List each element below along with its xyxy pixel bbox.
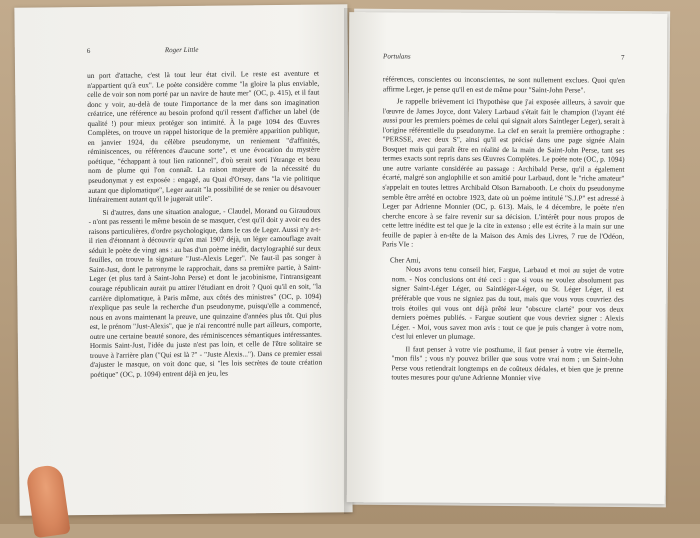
letter-paragraph-2: Il faut penser à votre vie posthume, il faut penser à votre vie éternelle, "mon fils" ; vous n'y pouvez briller que sous votre vrai nom ; un Saint-John Perse vous retiendrait longtemps en de coûteux dédales, et bien que je prenne toutes mesures pour qu'une Adrienne Monnier vive <box>391 344 624 383</box>
page-number-left: 6 <box>86 46 91 56</box>
letter-paragraph-1: Nous avons tenu conseil hier, Fargue, Larbaud et moi au sujet de votre nom. - Nos conclusions ont été ceci : que si vous ne voulez absolument pas signer Saint-Léger Léger, ou Saintléger-Léger, ou St. Léger Léger, il est préférable que vous ne signiez pas du tout, mais que vous vous couvriez des trois étoiles qui vous ont déjà prêté leur "obscure clarté" pour vos deux derniers poèmes publiés. - Fargue soutient que vous devriez signer : Alexis Léger. - Moi, vous savez mon avis : tout ce que je puis changer à votre nom, c'est lui enlever un plumage. <box>391 264 624 342</box>
right-paragraph-1: références, conscientes ou inconscientes, ne sont nullement exclues. Quoi qu'en affirme Leger, je pense qu'il en est de même pour "Saint-John Perse". <box>382 74 625 94</box>
letter-salutation: Cher Ami, <box>389 255 421 265</box>
running-head-author: Roger Little <box>164 45 199 55</box>
right-page <box>347 12 668 504</box>
quoted-letter <box>381 265 624 384</box>
right-paragraph-2: Je rappelle brièvement ici l'hypothèse que j'ai exposée ailleurs, à savoir que l'œuvre de James Joyce, dont Valery Larbaud s'était fait le champion (l'ayant été aussi pour les premiers poèmes de celui qui signait alors Saintleger Leger), serait à l'origine référentielle du pseudonyme. La clef en serait la première orthographe : "PERSSE, avec deux S", ainsi qu'il est précisé dans une page signée Alain Bosquet mais qui paraît être en réalité de la main de Saint-John Perse, tant ses termes exacts sont repris dans ses Œuvres Complètes. Le poète note (OC, p. 1094) une autre variante considérée au passage : Archibald Perse, qu'il a également écarté, malgré son anglophilie et son amitié pour Larbaud, dont le "riche amateur" s'appelait en toutes lettres Archibald Olson Barnabooth. Le choix du pseudonyme semble être arrêté en octobre 1923, date où un poème intitulé "S.J.P" est adressé à Leger par Adrienne Monnier (OC, p. 613). Mais, le 4 décembre, le poète n'en cherche encore à se faire revenir sur sa décision. L'intérêt pour nous propos de cette lettre inédite est tel que je la cite in extenso ; elle est écrite à la main sur une feuille de papier à en-tête de la Maison des Amis des Livres, 7 rue de l'Odéon, Paris VIe : <box>382 96 625 249</box>
page-number-right: 7 <box>621 53 625 62</box>
left-running-head <box>15 44 348 56</box>
left-paragraph-2: Si d'autres, dans une situation analogue, - Claudel, Morand ou Giraudoux - n'ont pas ressenti le même besoin de se masquer, c'est qu'il doit y avoir eu des raisons particulières, d'ordre psychologique, dans le cas de Leger. Aussi n'y a-t-il rien d'étonnant à découvrir qu'en mai 1907 déjà, un léger camouflage avait séduit le poète de vingt ans : au bas d'un poème inédit, dactylographié sur deux feuilles, on trouve la signature "Just-Alexis Leger". Ne faut-il pas songer à Saint-Just, dont le patronyme le rapprochait, dans sa première partie, à Saint-Leger (et plus tard à Saint-John Perse) et dont le jacobinisme, l'intransigeant courage républicain aurait pu attirer l'étudiant en droit ? Quoi qu'il en soit, "la carrière diplomatique, à Paris même, aux côtés des ministres" (OC, p. 1094) n'explique pas seule la recherche d'un pseudonyme, puisqu'elle a commencé, nous en avons maintenant la preuve, une quinzaine d'années plus tôt. Qui plus est, le prénom "Just-Alexis", que je n'ai rencontré nulle part ailleurs, comporte, outre une certaine beauté sonore, des réminiscences sémantiques intéressantes. Hormis Saint-Just, l'idée du juste n'est pas loin, et celle de l'être solitaire se trouve à l'arrière plan ("Qui est là ?" - "Juste Alexis..."). Dans ce premier essai d'ajuster le masque, on voit donc que, si "les lois secrètes de toute création poétique" (OC, p. 1094) entrent déjà en jeu, les <box>88 205 323 379</box>
left-page <box>14 4 352 515</box>
right-running-head <box>349 52 667 62</box>
left-body-text <box>87 69 322 380</box>
left-paragraph-1: un port d'attache, c'est là tout leur état civil. Le reste est aventure et n'appartient qu'à eux". Le poète considère comme "la gloire la plus enviable, celle de voir son nom porté par un navire de haute mer" (OC, p. 415), et il faut donc y voir, au-delà de toute l'importance de la mer dans son imagination créatrice, une référence au besoin profond qu'il ressent d'afficher un label (de qualité !) pour mieux protéger son intimité. À la page 1094 des Œuvres Complètes, on trouve un rappel historique de la première apparition publique, en janvier 1924, du célèbre pseudonyme, un reniement "d'affinités, réminiscences, ou références d'aucune sorte", et une évocation du mystère poétique, "échappant à tout lien rationnel", d'où serait sorti l'étrange et beau nom de plume qui l'on connaît. La raison majeure de la nécessité du pseudonymat y est exposée : engagé, au Quai d'Orsay, dans "la vie politique autant que diplomatique", Leger aurait "la possibilité de se renier ou désavouer littérairement autant qu'il le jugerait utile". <box>87 68 321 205</box>
right-body-text <box>381 74 625 383</box>
running-head-title: Portulans <box>383 52 411 61</box>
